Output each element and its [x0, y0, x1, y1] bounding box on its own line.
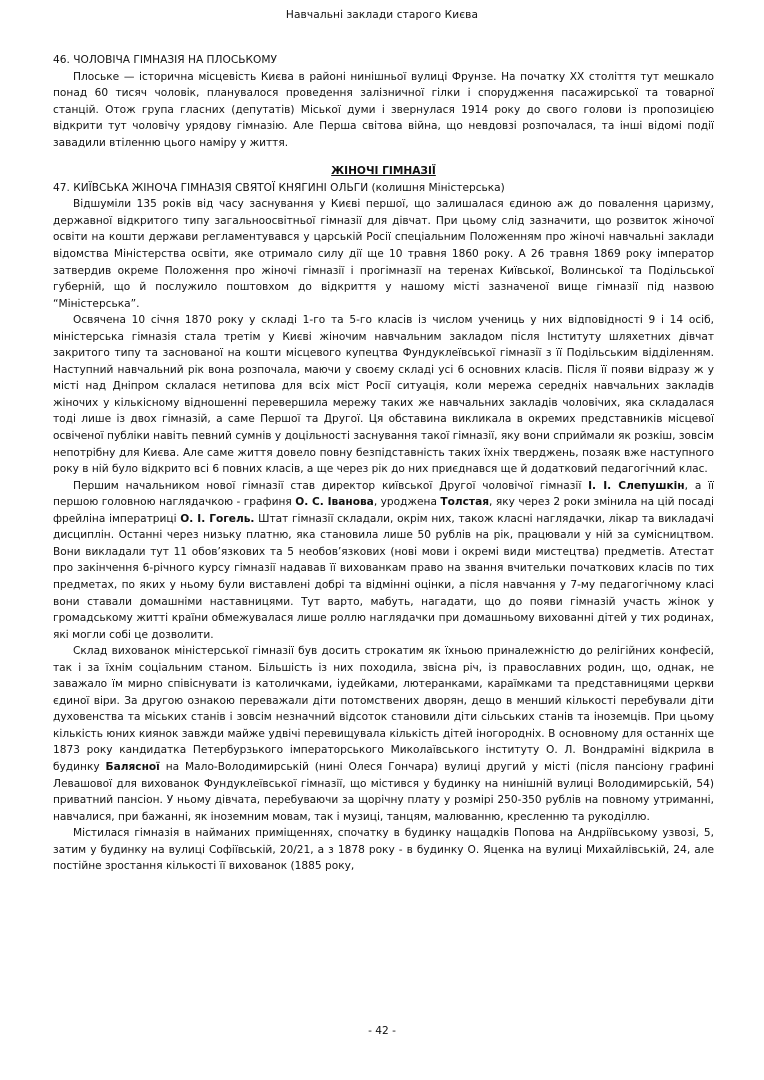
paragraph-text: Першим начальником нової гімназії став директор київської Другої чоловічої гімназії	[73, 479, 589, 492]
paragraph-text: , уроджена	[373, 496, 441, 509]
paragraph-text: Штат гімназії складали, окрім них, також класні наглядачки, лікар та викладачі дисциплін. Останні через низьку платню, яка становила лише 50 рублів на рік, працювали у ній за сумісництвом. Вони викладали тут 11 обов’язкових та 5 необов’язкових (нові мови і окремі види мистецтва) предметів. Атестат про закінчення 6-річного курсу гімназії надавав її вихованкам право на звання вчительки початкових класів по тих предметах, по яких у ньому були виставлені добрі та відмінні оцінки, а після навчання у 7-му педагогічному класі вони ставали домашніми наставницями. Тут варто, мабуть, нагадати, що до появи гімназій участь жінок у громадському житті країни обмежувалася лише роллю наглядачки при домашньому вихованні дітей у тих родинах, які могли собі це дозволити.	[53, 512, 714, 641]
paragraph-text: Склад вихованок міністерської гімназії був досить строкатим як їхньою приналежністю до релігійних конфесій, так і за їхнім соціальним станом. Більшість із них походила, звісна річ, із православних родин, що, однак, не заважало їм мирно співіснувати із католичками, іудейками, лютеранками, караїмками та представницями церкви єдиної віри. За другою ознакою переважали діти потомствених дворян, дещо в менший кількості перебували діти духовенства та міських станів і зовсім незначний відсоток становили діти сільських станів та іноземців. При цьому кількість юних киянок завжди майже удвічі перевищувала кількість дітей іногородніх. В основному для останніх ще 1873 року кандидатка Петербурзького імператорського Миколаївського інституту О. Л. Вондраміні відкрила в будинку	[53, 645, 714, 773]
page-body	[53, 52, 714, 875]
paragraph-text: , яку через 2 роки змінила на цій посаді фрейліна імператриці	[53, 496, 714, 525]
person-name: О. С. Іванова	[295, 496, 374, 509]
section-46-heading: 46. ЧОЛОВІЧА ГІМНАЗІЯ НА ПЛОСЬКОМУ	[53, 54, 277, 66]
section-47-paragraph-1: Відшуміли 135 років від часу заснування у Києві першої, що залишалася єдиною аж до повалення царизму, державної відкритого типу загальноосвітньої гімназії для дівчат. При цьому слід зазначити, що розвиток жіночої освіти на кошти держави регламентувався у царській Росії спеціальним Положенням про жіночі навчальні заклади відомства Міністерства освіти, яке отримало силу дії ще 10 травня 1860 року. А 26 травня 1869 року імператор затвердив окреме Положення про жіночі гімназії і прогімназії на теренах Київської, Волинської та Подільської губерній, що й послужило поштовхом до відкриття у нашому місті зазначеної вище гімназії під назвою “Міністерська”.	[53, 198, 714, 310]
person-name: Толстая	[440, 496, 490, 509]
paragraph-text: на Мало-Володимирській (нині Олеся Гончара) вулиці другий у місті (після пансіону графині Левашової для вихованок Фундуклеївської гімназії, що містився у будинку на нинішній вулиці Володимирській, 54) приватний пансіон. У ньому дівчата, перебуваючи за щорічну плату у розмірі 250-350 рублів на повному утриманні, навчалися, при бажанні, як іноземним мовам, так і музиці, танцям, малюванню, кресленню та рукоділлю.	[53, 760, 714, 823]
section-47-heading: 47. КИЇВСЬКА ЖІНОЧА ГІМНАЗІЯ СВЯТОЇ КНЯГИНІ ОЛЬГИ (колишня Міністерська)	[53, 181, 505, 194]
paragraph-text: , а її першою головною наглядачкою - графиня	[53, 479, 714, 509]
person-name: І. І. Слепушкін	[588, 479, 685, 492]
running-head: Навчальні заклади старого Києва	[285, 9, 479, 21]
person-name: О. І. Гогель.	[180, 512, 255, 525]
section-47-paragraph-4	[53, 643, 714, 825]
section-47-paragraph-3	[53, 478, 714, 643]
section-47-paragraph-5: Містилася гімназія в найманих приміщеннях, спочатку в будинку нащадків Попова на Андріївському узвозі, 5, затим у будинку на вулиці Софіївській, 20/21, а з 1878 року - в будинку О. Яценка на вулиці Михайлівській, 24, але постійне зростання кількості її вихованок (1885 року,	[53, 827, 714, 873]
person-name: Балясної	[105, 760, 160, 773]
section-46-paragraph: Плоське — історична місцевість Києва в районі нинішньої вулиці Фрунзе. На початку ХХ століття тут мешкало понад 60 тисяч чоловік, планувалося проведення залізничної гілки і спорудження пасажирської та товарної станцій. Отож група гласних (депутатів) Міської думи і звернулася 1914 року до свого голови із пропозицією відкрити тут чоловічу урядову гімназію. Але Перша світова війна, що невдовзі розпочалася, та інші відомі події завадили втіленню цього наміру у життя.	[53, 70, 714, 149]
page-number: - 42 -	[368, 1025, 396, 1037]
section-title: ЖІНОЧІ ГІМНАЗІЇ	[331, 165, 436, 178]
section-47-paragraph-2: Освячена 10 січня 1870 року у складі 1-го та 5-го класів із числом учениць у них відповідності 9 і 14 осіб, міністерська гімназія стала третім у Києві жіночим навчальним закладом після Інституту шляхетних дівчат закритого типу та заснованої на кошти місцевого купецтва Фундуклеївської гімназії з її Подільським відділенням. Наступний навчальний рік вона розпочала, маючи у своєму складі усі 6 основних класів. Після її появи відразу ж у місті над Дніпром склалася нетипова для всіх міст Росії ситуація, коли мережа середніх навчальних закладів жіночих у кількісному відношенні перевершила мережу таких же навчальних закладів чоловічих, яка складалася тоді лише із двох гімназій, а саме Першої та Другої. Ця обставина викликала в окремих представників місцевої освіченої публіки навіть певний сумнів у доцільності заснування такої гімназії, яку вони сприймали як розкіш, зовсім непотрібну для Києва. Але саме життя довело повну безпідставність таких їхніх тверджень, позаяк вже наступного року в ній було відкрито всі 6 повних класів, а ще через рік до них приєднався ще й додатковий педагогічний клас.	[53, 314, 714, 476]
